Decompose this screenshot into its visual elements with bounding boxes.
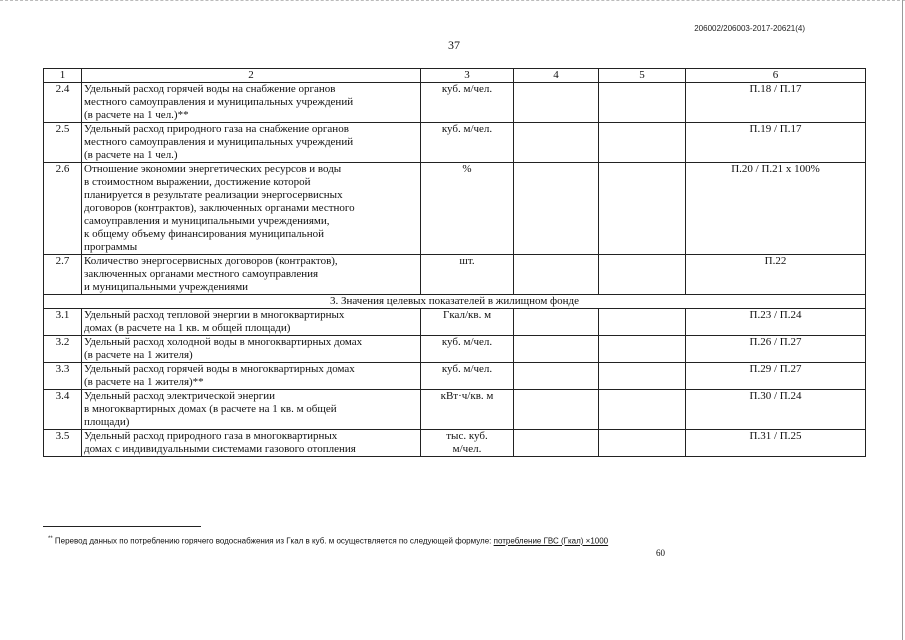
unit: куб. м/чел. xyxy=(421,336,514,363)
unit: % xyxy=(421,163,514,255)
table-row xyxy=(44,255,866,295)
footnote-formula-numerator: потребление ГВС (Гкал) ×1000 xyxy=(493,536,609,546)
table-row xyxy=(44,430,866,457)
document-id: 206002/206003-2017-20621(4) xyxy=(694,24,805,33)
section-3-header-row xyxy=(44,295,866,309)
row-number: 3.5 xyxy=(44,430,82,457)
indicator-name-line: домах с индивидуальными системами газового отопления xyxy=(84,443,356,455)
footnote-separator xyxy=(43,526,201,527)
empty-cell-5 xyxy=(599,255,686,295)
unit-line: тыс. куб. xyxy=(446,430,488,442)
empty-cell-4 xyxy=(514,309,599,336)
indicator-name-line: Удельный расход горячей воды на снабжение органов xyxy=(84,83,336,95)
indicator-name-line: местного самоуправления и муниципальных учреждений xyxy=(84,136,354,148)
unit: Гкал/кв. м xyxy=(421,309,514,336)
indicator-name-line: самоуправления и муниципальными учреждениями, xyxy=(84,215,330,227)
indicator-name-line: и муниципальными учреждениями xyxy=(84,281,249,293)
empty-cell-5 xyxy=(599,309,686,336)
indicator-name-line: к общему объему финансирования муниципальной xyxy=(84,228,324,240)
footnote-text: Перевод данных по потреблению горячего водоснабжения из Гкал в куб. м осуществляется по следующей формуле: xyxy=(54,536,492,546)
row-number: 2.7 xyxy=(44,255,82,295)
empty-cell-5 xyxy=(599,336,686,363)
empty-cell-5 xyxy=(599,123,686,163)
row-number: 2.4 xyxy=(44,83,82,123)
indicators-table xyxy=(43,68,866,457)
row-number: 3.1 xyxy=(44,309,82,336)
empty-cell-4 xyxy=(514,83,599,123)
table-header-row xyxy=(44,69,866,83)
calculation-formula: П.29 / П.27 xyxy=(686,363,866,390)
calculation-formula: П.20 / П.21 х 100% xyxy=(686,163,866,255)
empty-cell-4 xyxy=(514,163,599,255)
calculation-formula: П.18 / П.17 xyxy=(686,83,866,123)
row-number: 2.5 xyxy=(44,123,82,163)
unit: шт. xyxy=(421,255,514,295)
unit-line: м/чел. xyxy=(452,443,482,455)
table-row xyxy=(44,163,866,255)
unit: куб. м/чел. xyxy=(421,363,514,390)
indicators-table-body xyxy=(44,69,866,457)
indicator-name xyxy=(82,309,421,336)
indicator-name-line: Удельный расход горячей воды в многоквартирных домах xyxy=(84,363,355,375)
unit: куб. м/чел. xyxy=(421,83,514,123)
calculation-formula: П.23 / П.24 xyxy=(686,309,866,336)
footnote-formula-denominator: 60 xyxy=(656,548,665,558)
indicator-name-line: домах (в расчете на 1 кв. м общей площади) xyxy=(84,322,291,334)
indicator-name-line: договоров (контрактов), заключенных органами местного xyxy=(84,202,355,214)
row-number: 2.6 xyxy=(44,163,82,255)
indicator-name-line: (в расчете на 1 жителя) xyxy=(84,349,193,361)
empty-cell-5 xyxy=(599,83,686,123)
empty-cell-5 xyxy=(599,363,686,390)
page-number: 37 xyxy=(448,38,460,52)
indicator-name-line: (в расчете на 1 чел.)** xyxy=(84,109,189,121)
indicator-name-line: Удельный расход холодной воды в многоквартирных домах xyxy=(84,336,363,348)
column-number-3: 3 xyxy=(421,69,514,83)
empty-cell-5 xyxy=(599,430,686,457)
indicator-name-line: площади) xyxy=(84,416,130,428)
row-number: 3.3 xyxy=(44,363,82,390)
row-number: 3.2 xyxy=(44,336,82,363)
unit: куб. м/чел. xyxy=(421,123,514,163)
footnote xyxy=(48,536,608,546)
unit: кВт·ч/кв. м xyxy=(421,390,514,430)
unit xyxy=(421,430,514,457)
indicator-name-line: заключенных органами местного самоуправления xyxy=(84,268,319,280)
scan-right-edge xyxy=(902,0,903,640)
calculation-formula: П.19 / П.17 xyxy=(686,123,866,163)
footnote-marker: ** xyxy=(48,536,53,542)
calculation-formula: П.22 xyxy=(686,255,866,295)
indicator-name-line: Удельный расход электрической энергии xyxy=(84,390,276,402)
empty-cell-4 xyxy=(514,430,599,457)
indicator-name-line: Удельный расход тепловой энергии в многоквартирных xyxy=(84,309,345,321)
table-row xyxy=(44,363,866,390)
indicator-name-line: в многоквартирных домах (в расчете на 1 кв. м общей xyxy=(84,403,337,415)
indicator-name xyxy=(82,390,421,430)
indicator-name xyxy=(82,83,421,123)
indicator-name-line: Удельный расход природного газа в многоквартирных xyxy=(84,430,338,442)
indicator-name xyxy=(82,430,421,457)
column-number-6: 6 xyxy=(686,69,866,83)
scan-top-edge xyxy=(0,0,905,4)
empty-cell-4 xyxy=(514,390,599,430)
indicator-name-line: (в расчете на 1 чел.) xyxy=(84,149,178,161)
indicator-name-line: Отношение экономии энергетических ресурсов и воды xyxy=(84,163,342,175)
table-row xyxy=(44,336,866,363)
indicator-name-line: Удельный расход природного газа на снабжение органов xyxy=(84,123,349,135)
indicator-name-line: Количество энергосервисных договоров (контрактов), xyxy=(84,255,338,267)
empty-cell-4 xyxy=(514,336,599,363)
table-row xyxy=(44,309,866,336)
empty-cell-5 xyxy=(599,163,686,255)
empty-cell-4 xyxy=(514,363,599,390)
indicator-name-line: программы xyxy=(84,241,138,253)
column-number-1: 1 xyxy=(44,69,82,83)
column-number-2: 2 xyxy=(82,69,421,83)
empty-cell-4 xyxy=(514,123,599,163)
row-number: 3.4 xyxy=(44,390,82,430)
indicator-name-line: (в расчете на 1 жителя)** xyxy=(84,376,204,388)
table-row xyxy=(44,123,866,163)
calculation-formula: П.26 / П.27 xyxy=(686,336,866,363)
table-row xyxy=(44,390,866,430)
column-number-4: 4 xyxy=(514,69,599,83)
calculation-formula: П.30 / П.24 xyxy=(686,390,866,430)
indicator-name xyxy=(82,363,421,390)
indicator-name-line: местного самоуправления и муниципальных учреждений xyxy=(84,96,354,108)
empty-cell-5 xyxy=(599,390,686,430)
indicator-name xyxy=(82,255,421,295)
section-3-title: 3. Значения целевых показателей в жилищном фонде xyxy=(44,295,866,309)
calculation-formula: П.31 / П.25 xyxy=(686,430,866,457)
column-number-5: 5 xyxy=(599,69,686,83)
indicator-name xyxy=(82,163,421,255)
indicator-name-line: в стоимостном выражении, достижение которой xyxy=(84,176,311,188)
empty-cell-4 xyxy=(514,255,599,295)
indicator-name xyxy=(82,123,421,163)
indicator-name xyxy=(82,336,421,363)
indicator-name-line: планируется в результате реализации энергосервисных xyxy=(84,189,343,201)
table-row xyxy=(44,83,866,123)
